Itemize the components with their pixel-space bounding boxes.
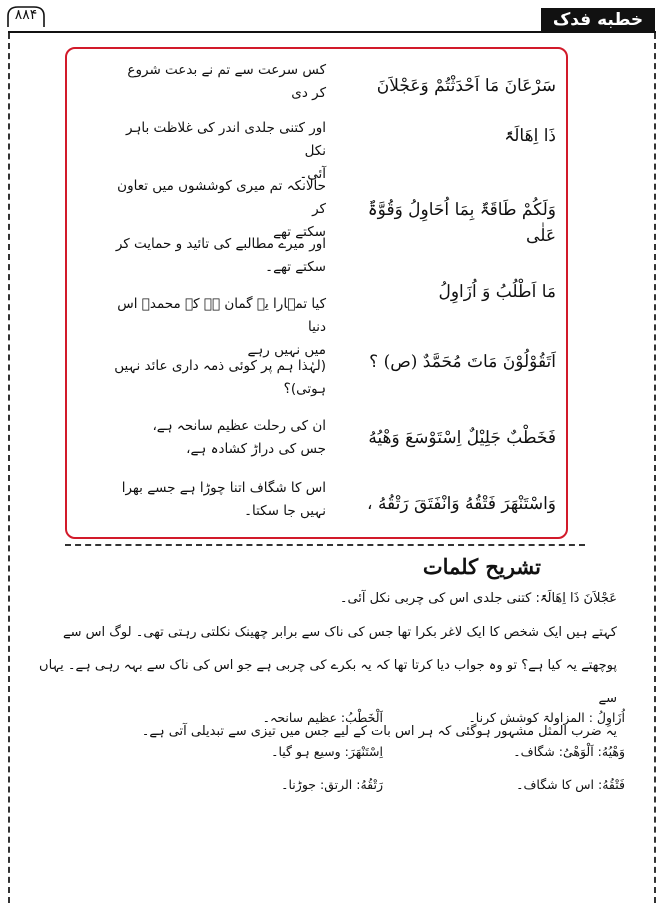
paragraph-line: پوچھتے یہ کیا ہے؟ تو وہ جواب دیا کرتا تھا کہ یہ بکرے کی چربی ہے جو اس کی ناک سے بہہ رہی ہے۔ یہاں سے <box>39 658 617 706</box>
gloss-entry: فَتْقُهُ: اس کا شگاف۔ <box>516 777 625 792</box>
urdu-translation <box>101 415 326 461</box>
urdu-translation <box>101 59 326 105</box>
urdu-translation <box>101 233 326 279</box>
urdu-line: اس کا شگاف اتنا چوڑا ہے جسے بھرا <box>121 480 326 496</box>
arabic-verse: وَاسْتَنْهَرَ فَتْقُهُ وَانْفَتَقَ رَتْقُهُ ، <box>367 494 556 514</box>
section-title: تشریح کلمات <box>422 554 541 579</box>
book-title: خطبه فدک <box>541 8 655 32</box>
explanation-first-line: عَجْلاَنَ ذَا اِهَالَۃً: کتنی جلدی اس کی چربی نکل آئی۔ <box>339 591 617 606</box>
urdu-line: کس سرعت سے تم نے بدعت شروع <box>127 62 326 78</box>
gloss-entry: رَتْقُهُ: الرتق: جوڑنا۔ <box>281 777 383 792</box>
urdu-translation <box>101 355 326 401</box>
left-dashed-border <box>8 33 10 903</box>
gloss-entry: اِسْتَنْهَرَ: وسیع ہو گیا۔ <box>271 744 383 759</box>
urdu-line: نہیں جا سکتا۔ <box>244 503 326 519</box>
urdu-line: سکتے تھے۔ <box>265 259 326 275</box>
section-divider <box>65 544 585 546</box>
arabic-verse: سَرْعَانَ مَا اَحْدَثْتُمْ وَعَجْلاَنَ <box>376 76 556 96</box>
arabic-verse: وَلَکُمْ طَاقَۃٌ بِمَا اُحَاوِلُ وَقُوَّۃٌ عَلٰی <box>367 200 556 246</box>
page-number-badge <box>6 4 46 26</box>
urdu-line: ان کی رحلت عظیم سانحہ ہے، <box>152 418 326 434</box>
page-number: ۸۸۴ <box>14 7 38 23</box>
arabic-verse: اَتَقُوْلُوْنَ مَاتَ مُحَمَّدٌ (ص) ؟ <box>369 352 556 372</box>
urdu-line: سکتے تھے <box>273 224 326 240</box>
gloss-entry: اُزَاوِلُ : المزاولۃ کوشش کرنا۔ <box>468 710 625 725</box>
paragraph-line: یہ ضرب المثل مشہور ہوگئی کہ ہر اس بات کے لیے جس میں تیزی سے تبدیلی آتی ہے۔ <box>141 724 617 739</box>
arabic-verse: ذَا اِهَالَۃً <box>504 126 556 146</box>
urdu-translation <box>101 293 326 362</box>
urdu-translation <box>101 477 326 523</box>
right-dashed-border <box>654 33 656 903</box>
urdu-line: ہوتی)؟ <box>283 381 326 397</box>
gloss-entry: وَهْیُهُ: اَلْوَهْیُ: شگاف۔ <box>513 744 625 759</box>
paragraph-line: کہتے ہیں ایک شخص کا ایک لاغر بکرا تھا جس کی ناک سے برابر چھینک نکلتی رہتی تھی۔ لوگ اس سے <box>63 625 617 640</box>
verse-box <box>65 47 568 539</box>
header-rule <box>8 31 656 33</box>
arabic-verse: مَا اَطْلُبُ وَ اُزَاوِلُ <box>438 282 556 302</box>
urdu-line: حالانکہ تم میری کوششوں میں تعاون کر <box>117 178 326 217</box>
arabic-verse: فَخَطْبٌ جَلِیْلٌ اِسْتَوْسَعَ وَهْیُهُ <box>368 428 556 448</box>
urdu-line: میں نہیں رہے <box>247 342 326 358</box>
urdu-line: کر دی <box>291 85 326 101</box>
urdu-line: (لہٰذا ہم پر کوئی ذمہ داری عائد نہیں <box>114 358 326 374</box>
urdu-line: کیا تمہارا یہ گمان ہے کہ محمدؐ اس دنیا <box>117 296 326 335</box>
urdu-line: جس کی دراڑ کشادہ ہے، <box>186 441 326 457</box>
urdu-line: آئی۔ <box>299 166 326 182</box>
urdu-line: اور کتنی جلدی اندر کی غلاظت باہر نکل <box>126 120 326 159</box>
urdu-line: اور میرے مطالبے کی تائید و حمایت کر <box>115 236 326 252</box>
gloss-entry: اَلْخَطْبُ: عظیم سانحہ۔ <box>262 710 383 725</box>
